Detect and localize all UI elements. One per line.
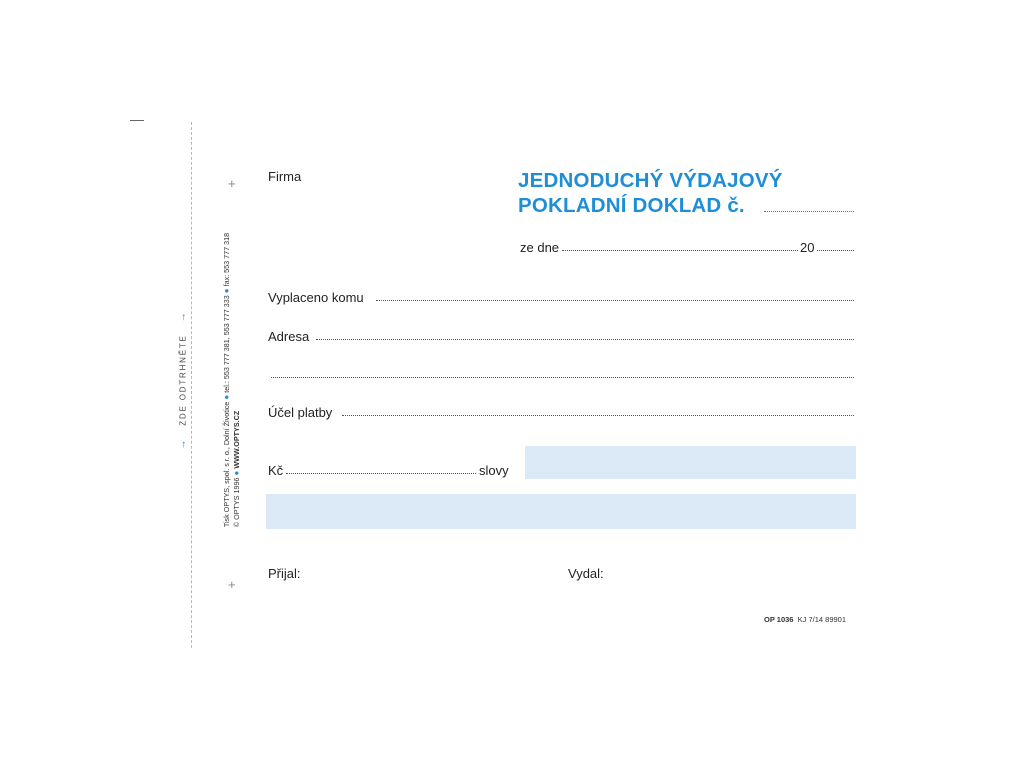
received-label: Přijal: — [268, 566, 301, 581]
year-prefix: 20 — [800, 240, 815, 255]
year-field[interactable] — [817, 250, 854, 251]
form-code-edition: KJ 7/14 89901 — [797, 615, 847, 624]
firma-label: Firma — [268, 169, 302, 184]
tear-line — [191, 122, 192, 648]
amount-field[interactable] — [286, 473, 476, 474]
crop-mark — [130, 120, 144, 121]
printer-copyright: © OPTYS 1996 — [232, 477, 241, 528]
paid-to-label: Vyplaceno komu — [268, 290, 364, 305]
form-code — [764, 615, 846, 624]
document-title — [518, 168, 783, 218]
printer-fax: fax: 553 777 318 — [222, 232, 231, 287]
date-label: ze dne — [520, 240, 560, 255]
form-code-number: OP 1036 — [764, 615, 794, 624]
arrow-left-icon: → — [177, 437, 189, 450]
title-line-2: POKLADNÍ DOKLAD č. — [518, 194, 745, 217]
paid-to-field[interactable] — [376, 300, 854, 301]
document-number-field[interactable] — [764, 211, 854, 212]
date-field[interactable] — [562, 250, 798, 251]
issued-label: Vydal: — [568, 566, 604, 581]
address-field-2[interactable] — [271, 377, 854, 378]
tear-off-text: ZDE ODTRHNĚTE — [178, 334, 188, 426]
address-label: Adresa — [268, 329, 310, 344]
tear-off-instruction — [178, 310, 189, 449]
plus-mark-bottom: + — [228, 577, 236, 592]
title-line-1: JEDNODUCHÝ VÝDAJOVÝ — [518, 169, 783, 192]
printer-imprint: Tisk OPTYS, spol. s r. o., Dolní Životice ● tel.: 553 777 381, 553 777 333 ● fax: 553 777 318 © OPTYS 1996 ● WWW.OPTYS.CZ — [222, 232, 241, 528]
arrow-right-icon: → — [177, 310, 189, 323]
printer-name: Tisk OPTYS, spol. s r. o., Dolní Životice — [222, 401, 231, 528]
printer-web: WWW.OPTYS.CZ — [232, 410, 241, 469]
plus-mark-top: + — [228, 176, 236, 191]
address-field-1[interactable] — [316, 339, 854, 340]
amount-words-box-1[interactable] — [525, 446, 856, 479]
purpose-field[interactable] — [342, 415, 854, 416]
purpose-label: Účel platby — [268, 405, 333, 420]
printer-tel: tel.: 553 777 381, 553 777 333 — [222, 295, 231, 393]
amount-words-box-2[interactable] — [266, 494, 856, 529]
words-label: slovy — [479, 463, 509, 478]
amount-label: Kč — [268, 463, 284, 478]
